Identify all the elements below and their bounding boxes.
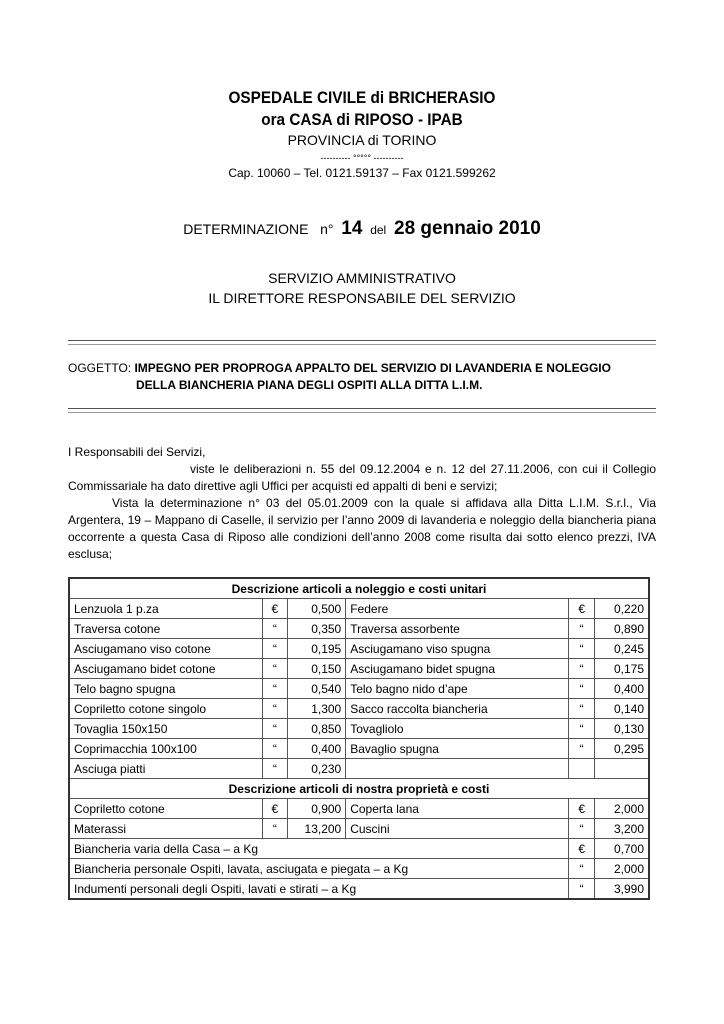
item-name: Tovagliolo — [346, 719, 569, 739]
currency-mark: “ — [262, 719, 287, 739]
currency-mark: “ — [569, 819, 594, 839]
table-row — [69, 879, 649, 900]
det-number: 14 — [341, 218, 363, 239]
item-name: Coperta lana — [346, 799, 569, 819]
item-price: 0,900 — [288, 799, 346, 819]
table-row — [69, 799, 649, 819]
currency-mark: “ — [569, 699, 594, 719]
item-price: 0,700 — [594, 839, 649, 859]
item-price: 0,540 — [288, 679, 346, 699]
item-price: 0,500 — [288, 599, 346, 619]
oggetto-label: OGGETTO: — [68, 361, 132, 375]
item-price: 0,130 — [594, 719, 649, 739]
item-name: Coprimacchia 100x100 — [69, 739, 262, 759]
item-name: Tovaglia 150x150 — [69, 719, 262, 739]
currency-mark: “ — [262, 639, 287, 659]
oggetto-line1: IMPEGNO PER PROPROGA APPALTO DEL SERVIZIO DI LAVANDERIA E NOLEGGIO — [134, 361, 611, 375]
currency-mark: “ — [262, 659, 287, 679]
currency-mark: “ — [569, 679, 594, 699]
item-name: Lenzuola 1 p.za — [69, 599, 262, 619]
item-name: Biancheria personale Ospiti, lavata, asciugata e piegata – a Kg — [69, 859, 569, 879]
price-table — [68, 577, 650, 900]
table-row — [69, 679, 649, 699]
rental-items-header: Descrizione articoli a noleggio e costi unitari — [69, 578, 649, 599]
table-section-header-row — [69, 578, 649, 599]
province: PROVINCIA di TORINO — [287, 132, 437, 148]
institution-subtitle: ora CASA di RIPOSO - IPAB — [261, 110, 463, 129]
item-name: Asciugamano bidet spugna — [346, 659, 569, 679]
table-row — [69, 719, 649, 739]
item-name: Asciugamano viso cotone — [69, 639, 262, 659]
table-row — [69, 819, 649, 839]
item-price: 3,200 — [594, 819, 649, 839]
body-paragraph-1: I Responsabili dei Servizi, — [68, 445, 206, 459]
body-text — [68, 444, 656, 563]
item-price: 2,000 — [594, 859, 649, 879]
body-paragraph-2: viste le deliberazioni n. 55 del 09.12.2004 e n. 12 del 27.11.2006, con cui il Collegio Commissariale ha dato direttive agli Uffici per acquisti ed appalti di beni e servizi; — [68, 462, 656, 493]
table-row — [69, 639, 649, 659]
currency-mark: “ — [569, 719, 594, 739]
item-name: Traversa assorbente — [346, 619, 569, 639]
table-row — [69, 739, 649, 759]
table-row — [69, 599, 649, 619]
item-price: 0,890 — [594, 619, 649, 639]
item-name: Materassi — [69, 819, 262, 839]
currency-mark: “ — [569, 739, 594, 759]
oggetto-line2: DELLA BIANCHERIA PIANA DEGLI OSPITI ALLA DITTA L.I.M. — [136, 378, 483, 392]
determinazione-line — [0, 218, 724, 240]
institution-name: OSPEDALE CIVILE di BRICHERASIO — [228, 88, 496, 107]
currency-mark: “ — [262, 739, 287, 759]
table-row — [69, 859, 649, 879]
currency-mark: “ — [262, 819, 287, 839]
owned-items-header: Descrizione articoli di nostra proprietà e costi — [69, 779, 649, 799]
currency-mark: € — [262, 599, 287, 619]
item-price: 13,200 — [288, 819, 346, 839]
bottom-rule-secondary — [68, 412, 656, 413]
item-price: 0,230 — [288, 759, 346, 779]
top-rule-secondary — [68, 344, 656, 345]
table-row — [69, 839, 649, 859]
item-name: Sacco raccolta biancheria — [346, 699, 569, 719]
item-name: Indumenti personali degli Ospiti, lavati e stirati – a Kg — [69, 879, 569, 900]
currency-mark — [569, 759, 594, 779]
bottom-rule — [68, 408, 656, 409]
item-name: Copriletto cotone — [69, 799, 262, 819]
currency-mark: “ — [262, 699, 287, 719]
det-n-label: n° — [320, 221, 334, 237]
currency-mark: € — [569, 839, 594, 859]
item-price: 0,850 — [288, 719, 346, 739]
currency-mark: “ — [569, 639, 594, 659]
item-price — [594, 759, 649, 779]
item-name: Asciugamano viso spugna — [346, 639, 569, 659]
item-price: 0,150 — [288, 659, 346, 679]
det-date: 28 gennaio 2010 — [394, 218, 541, 239]
oggetto-block — [68, 360, 668, 394]
item-name: Biancheria varia della Casa – a Kg — [69, 839, 569, 859]
currency-mark: “ — [569, 879, 594, 900]
item-price: 3,990 — [594, 879, 649, 900]
body-paragraph-3: Vista la determinazione n° 03 del 05.01.2009 con la quale si affidava alla Ditta L.I.M. S.r.l., Via Argentera, 19 – Mappano di Caselle, il servizio per l’anno 2009 di lavanderia e noleggio della biancheria piana occorrente a questa Casa di Riposo alle condizioni dell’anno 2008 come risulta dai sotto elenco prezzi, IVA esclusa; — [68, 496, 656, 561]
table-row — [69, 759, 649, 779]
item-price: 1,300 — [288, 699, 346, 719]
item-name — [346, 759, 569, 779]
table-row — [69, 659, 649, 679]
currency-mark: “ — [262, 759, 287, 779]
item-price: 0,295 — [594, 739, 649, 759]
table-row — [69, 619, 649, 639]
currency-mark: € — [569, 599, 594, 619]
currency-mark: € — [569, 799, 594, 819]
service-director: IL DIRETTORE RESPONSABILE DEL SERVIZIO — [208, 290, 516, 306]
item-name: Asciuga piatti — [69, 759, 262, 779]
separator-ornament: ---------- °°°°° ---------- — [320, 153, 404, 163]
item-price: 0,245 — [594, 639, 649, 659]
currency-mark: “ — [262, 679, 287, 699]
contact-line: Cap. 10060 – Tel. 0121.59137 – Fax 0121.599262 — [228, 166, 496, 180]
item-price: 2,000 — [594, 799, 649, 819]
item-name: Traversa cotone — [69, 619, 262, 639]
item-price: 0,400 — [288, 739, 346, 759]
currency-mark: “ — [569, 859, 594, 879]
det-label: DETERMINAZIONE — [183, 221, 309, 237]
item-name: Asciugamano bidet cotone — [69, 659, 262, 679]
table-section-header-row — [69, 779, 649, 799]
item-price: 0,175 — [594, 659, 649, 679]
item-price: 0,220 — [594, 599, 649, 619]
currency-mark: “ — [262, 619, 287, 639]
service-name: SERVIZIO AMMINISTRATIVO — [268, 270, 456, 286]
item-name: Bavaglio spugna — [346, 739, 569, 759]
item-price: 0,400 — [594, 679, 649, 699]
table-row — [69, 699, 649, 719]
currency-mark: “ — [569, 659, 594, 679]
currency-mark: € — [262, 799, 287, 819]
top-rule — [68, 340, 656, 341]
item-price: 0,140 — [594, 699, 649, 719]
item-price: 0,350 — [288, 619, 346, 639]
item-name: Cuscini — [346, 819, 569, 839]
det-del-label: del — [370, 223, 387, 237]
item-name: Telo bagno nido d’ape — [346, 679, 569, 699]
item-price: 0,195 — [288, 639, 346, 659]
item-name: Telo bagno spugna — [69, 679, 262, 699]
item-name: Copriletto cotone singolo — [69, 699, 262, 719]
item-name: Federe — [346, 599, 569, 619]
currency-mark: “ — [569, 619, 594, 639]
